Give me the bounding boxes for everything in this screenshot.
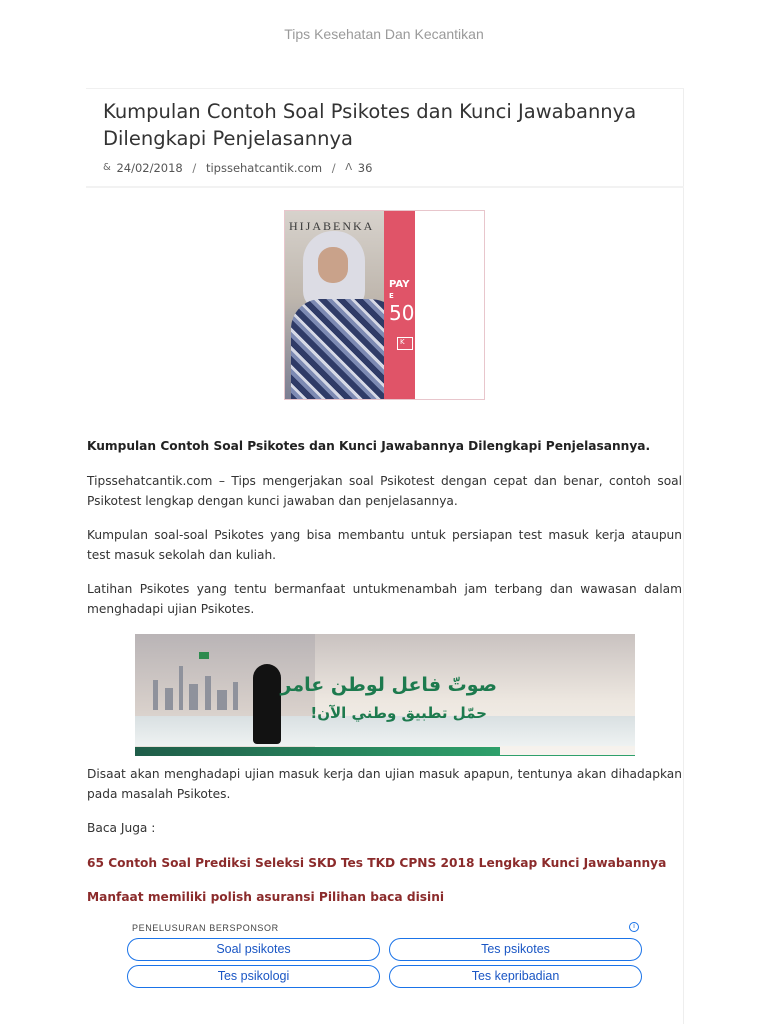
paragraph-1: Tipssehatcantik.com – Tips mengerjakan soal Psikotest dengan cepat dan benar, contoh soal Psikotest lengkap dengan kunci jawaban dan penjelasannya. [87,474,682,508]
header-divider [86,186,684,188]
ad-face-shape [318,247,348,283]
ad-tower [233,682,238,710]
ad-arabic-subline: حمّل تطبيق وطني الآن! [310,704,487,722]
ad-tower [217,690,227,710]
arabic-app-ad-banner[interactable] [135,634,635,756]
sponsored-search-tes-psikotes[interactable]: Tes psikotes [389,938,642,961]
ad-tower [165,688,173,710]
ad-discount-number: 50 [389,301,415,325]
sponsored-search-soal-psikotes[interactable]: Soal psikotes [127,938,380,961]
post-views: 36 [357,160,373,175]
card-top-border [86,88,684,89]
sponsored-search-tes-kepribadian[interactable]: Tes kepribadian [389,965,642,988]
intro-heading: Kumpulan Contoh Soal Psikotes dan Kunci Jawabannya Dilengkapi Penjelasannya. [87,439,651,453]
user-icon: & [103,162,111,173]
ad-tower [189,684,198,710]
ad-cta-button[interactable] [397,337,413,350]
ad-arabic-headline: صوتّ فاعل لوطن عامر [280,674,497,696]
ad-tower [179,666,183,710]
meta-separator: / [192,160,197,175]
ad-pay-word: PAY [389,279,410,290]
person-icon: Λ [345,162,353,173]
baca-juga-label: Baca Juga : [87,821,156,835]
ad-tower [153,680,158,710]
flag-icon [199,652,209,659]
ad-pay-text [389,279,409,301]
info-icon[interactable]: i [629,922,639,932]
post-title: Kumpulan Contoh Soal Psikotes dan Kunci Jawabannya Dilengkapi Penjelasannya [103,100,637,150]
related-link-asuransi[interactable]: Manfaat memiliki polish asuransi Pilihan baca disini [87,890,445,904]
ad-green-line [500,755,635,756]
ad-green-bar [135,747,500,756]
related-link-cpns[interactable]: 65 Contoh Soal Prediksi Seleksi SKD Tes TKD CPNS 2018 Lengkap Kunci Jawabannya [87,856,667,870]
post-author[interactable]: tipssehatcantik.com [205,160,323,175]
ad-cta-letter: K [400,338,405,346]
ad-figure-silhouette [253,664,281,744]
sponsored-search-tes-psikologi[interactable]: Tes psikologi [127,965,380,988]
meta-separator: / [331,160,336,175]
ad-brand-logo: HIJABENKA [289,219,375,233]
site-title[interactable]: Tips Kesehatan Dan Kecantikan [284,26,484,42]
ad-e-letter: E [389,292,394,300]
paragraph-2: Kumpulan soal-soal Psikotes yang bisa membantu untuk persiapan test masuk kerja ataupun test masuk sekolah dan kuliah. [87,528,682,562]
sponsored-search-label: PENELUSURAN BERSPONSOR [132,923,279,933]
paragraph-4: Disaat akan menghadapi ujian masuk kerja dan ujian masuk apapun, tentunya akan dihadapkan pada masalah Psikotes. [87,767,682,801]
post-meta [103,160,372,175]
post-date: 24/02/2018 [116,160,183,175]
hijabenka-ad-banner[interactable] [284,210,485,400]
ad-tower [205,676,211,710]
paragraph-3: Latihan Psikotes yang tentu bermanfaat untukmenambah jam terbang dan wawasan dalam menghadapi ujian Psikotes. [87,582,682,616]
ad-model-photo [285,211,415,400]
